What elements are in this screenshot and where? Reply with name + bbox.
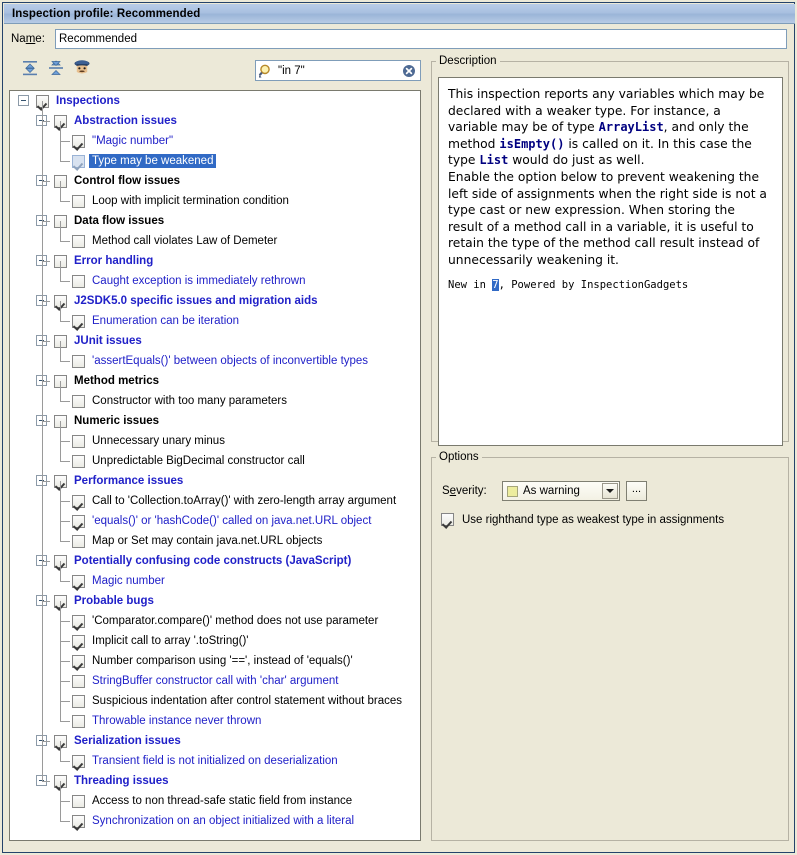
description-footer-pre: New in (448, 278, 493, 291)
description-box (438, 77, 783, 446)
filter-search-box[interactable] (255, 60, 421, 81)
tree-item-row[interactable] (10, 231, 420, 251)
options-group (431, 451, 789, 841)
tree-leaf-spacer (54, 351, 72, 371)
description-footer-post: , Powered by InspectionGadgets (498, 278, 689, 291)
tree-expander-icon[interactable] (36, 591, 54, 611)
tree-leaf-spacer (54, 791, 72, 811)
inspector-detective-icon[interactable] (71, 57, 93, 79)
description-group (431, 55, 789, 442)
minus-icon[interactable] (36, 255, 47, 266)
tree-group-row[interactable] (10, 91, 420, 111)
tree-item-row[interactable] (10, 531, 420, 551)
tree-leaf-spacer (54, 811, 72, 831)
tree-expander-icon[interactable] (36, 731, 54, 751)
close-icon[interactable] (402, 64, 416, 78)
tree-item-label: Inspections (56, 95, 120, 107)
minus-icon[interactable] (18, 95, 29, 106)
tree-expander-icon[interactable] (36, 771, 54, 791)
collapse-all-icon[interactable] (45, 57, 67, 79)
tree-item-checkbox[interactable] (54, 555, 67, 568)
tree-leaf-spacer (54, 431, 72, 451)
tree-item-label: JUnit issues (74, 335, 142, 347)
description-paragraph (448, 86, 773, 169)
tree-expander-icon[interactable] (36, 551, 54, 571)
tree-item-checkbox[interactable] (72, 615, 85, 628)
tree-expander-icon[interactable] (36, 371, 54, 391)
tree-item-row[interactable] (10, 391, 420, 411)
search-icon (258, 63, 274, 79)
tree-leaf-spacer (54, 511, 72, 531)
tree-group-row[interactable] (10, 111, 420, 131)
tree-item-label: Control flow issues (74, 175, 181, 187)
tree-item-checkbox[interactable] (54, 775, 67, 788)
tree-item-checkbox[interactable] (72, 435, 85, 448)
tree-leaf-spacer (54, 671, 72, 691)
tree-item-label: Map or Set may contain java.net.URL objects (92, 535, 323, 547)
description-segment: Enable the option below to prevent weakening the left side of assignments when the right side is not a type cast or new expression. When storing the result of a method call in a variable, it is useful to retain the type of the method call result instead of unnecessarily weakening it. (448, 169, 767, 267)
tree-item-checkbox[interactable] (72, 635, 85, 648)
description-code-term: ArrayList (598, 120, 664, 135)
tree-item-checkbox[interactable] (72, 455, 85, 468)
dialog-titlebar (4, 4, 795, 24)
tree-leaf-spacer (54, 611, 72, 631)
tree-item-label: Throwable instance never thrown (92, 715, 262, 727)
tree-item-label: Call to 'Collection.toArray()' with zero-length array argument (92, 495, 397, 507)
tree-item-checkbox[interactable] (36, 95, 49, 108)
tree-item-label: Threading issues (74, 775, 169, 787)
tree-item-label: Type may be weakened (89, 154, 216, 168)
tree-item-row[interactable] (10, 151, 420, 171)
tree-item-label: Numeric issues (74, 415, 160, 427)
tree-item-checkbox[interactable] (54, 215, 67, 228)
tree-item-checkbox[interactable] (72, 315, 85, 328)
minus-icon[interactable] (36, 295, 47, 306)
tree-item-label: 'equals()' or 'hashCode()' called on java.net.URL object (92, 515, 372, 527)
description-footer (448, 278, 773, 292)
profile-name-row (3, 25, 796, 53)
tree-group-row[interactable] (10, 551, 420, 571)
tree-item-row[interactable] (10, 571, 420, 591)
tree-group-row[interactable] (10, 371, 420, 391)
tree-item-row[interactable] (10, 431, 420, 451)
severity-label: Severity: (442, 485, 487, 497)
tree-item-label: 'assertEquals()' between objects of inconvertible types (92, 355, 369, 367)
tree-item-label: "Magic number" (92, 135, 174, 147)
tree-item-label: Enumeration can be iteration (92, 315, 240, 327)
severity-select[interactable] (502, 481, 620, 501)
tree-item-checkbox[interactable] (72, 675, 85, 688)
minus-icon[interactable] (36, 415, 47, 426)
tree-item-checkbox[interactable] (72, 515, 85, 528)
tree-group-row[interactable] (10, 471, 420, 491)
tree-leaf-spacer (54, 491, 72, 511)
tree-item-label: Constructor with too many parameters (92, 395, 287, 407)
tree-item-row[interactable] (10, 751, 420, 771)
description-code-term: isEmpty() (499, 136, 565, 151)
tree-item-row[interactable] (10, 311, 420, 331)
tree-item-label: Method call violates Law of Demeter (92, 235, 278, 247)
tree-item-row[interactable] (10, 711, 420, 731)
tree-group-row[interactable] (10, 211, 420, 231)
tree-item-checkbox[interactable] (54, 415, 67, 428)
minus-icon[interactable] (36, 775, 47, 786)
tree-item-checkbox[interactable] (72, 695, 85, 708)
tree-item-label: Unpredictable BigDecimal constructor call (92, 455, 305, 467)
tree-leaf-spacer (54, 451, 72, 471)
minus-icon[interactable] (36, 595, 47, 606)
tree-item-label: Data flow issues (74, 215, 165, 227)
inspections-tree[interactable] (9, 90, 421, 841)
severity-color-swatch (507, 486, 518, 497)
tree-leaf-spacer (54, 391, 72, 411)
tree-leaf-spacer (54, 151, 72, 171)
tree-leaf-spacer (54, 131, 72, 151)
tree-item-checkbox[interactable] (72, 235, 85, 248)
tree-leaf-spacer (54, 651, 72, 671)
righthand-type-label: Use righthand type as weakest type in assignments (462, 513, 725, 526)
tree-item-label: Number comparison using '==', instead of 'equals()' (92, 655, 353, 667)
tree-group-row[interactable] (10, 331, 420, 351)
tree-item-label: Performance issues (74, 475, 184, 487)
tree-item-checkbox[interactable] (54, 255, 67, 268)
tree-item-row[interactable] (10, 191, 420, 211)
tree-item-checkbox[interactable] (72, 755, 85, 768)
tree-leaf-spacer (54, 191, 72, 211)
tree-item-checkbox[interactable] (54, 375, 67, 388)
tree-item-checkbox[interactable] (72, 495, 85, 508)
search-match-highlight: 7 (492, 278, 499, 291)
profile-name-input[interactable] (55, 29, 787, 49)
tree-item-label: Transient field is not initialized on deserialization (92, 755, 338, 767)
tree-item-row[interactable] (10, 671, 420, 691)
tree-item-label: Caught exception is immediately rethrown (92, 275, 306, 287)
profile-name-label: Name: (11, 33, 45, 45)
tree-group-row[interactable] (10, 731, 420, 751)
tree-item-row[interactable] (10, 811, 420, 831)
tree-item-checkbox[interactable] (72, 275, 85, 288)
tree-item-label: Synchronization on an object initialized with a literal (92, 815, 355, 827)
minus-icon[interactable] (36, 735, 47, 746)
description-segment: would do just as well. (508, 153, 645, 168)
tree-item-row[interactable] (10, 271, 420, 291)
tree-item-label: Method metrics (74, 375, 159, 387)
tree-item-checkbox[interactable] (72, 575, 85, 588)
tree-expander-icon[interactable] (36, 291, 54, 311)
tree-item-label: J2SDK5.0 specific issues and migration aids (74, 295, 318, 307)
filter-search-value: "in 7" (278, 64, 305, 77)
severity-row (442, 481, 647, 501)
tree-expander-icon[interactable] (36, 331, 54, 351)
tree-expander-icon[interactable] (36, 251, 54, 271)
tree-item-row[interactable] (10, 131, 420, 151)
tree-item-label: Loop with implicit termination condition (92, 195, 289, 207)
tree-group-row[interactable] (10, 291, 420, 311)
tree-leaf-spacer (54, 271, 72, 291)
description-segment: , and only the method (448, 120, 749, 151)
description-legend: Description (439, 55, 497, 67)
tree-item-label: Serialization issues (74, 735, 181, 747)
tree-item-checkbox[interactable] (72, 655, 85, 668)
inspection-profile-dialog (2, 2, 795, 853)
tree-leaf-spacer (54, 631, 72, 651)
tree-expander-icon[interactable] (36, 211, 54, 231)
tree-item-label: Potentially confusing code constructs (JavaScript) (74, 555, 352, 567)
tree-item-checkbox[interactable] (72, 715, 85, 728)
tree-expander-icon[interactable] (36, 411, 54, 431)
minus-icon[interactable] (36, 215, 47, 226)
expand-all-icon[interactable] (19, 57, 41, 79)
tree-item-checkbox[interactable] (72, 795, 85, 808)
minus-icon[interactable] (36, 115, 47, 126)
tree-item-label: Access to non thread-safe static field from instance (92, 795, 353, 807)
tree-leaf-spacer (54, 531, 72, 551)
tree-item-row[interactable] (10, 451, 420, 471)
tree-item-label: 'Comparator.compare()' method does not use parameter (92, 615, 379, 627)
options-legend: Options (439, 451, 479, 463)
tree-item-checkbox[interactable] (72, 155, 85, 168)
tree-expander-icon[interactable] (36, 171, 54, 191)
tree-item-checkbox[interactable] (72, 815, 85, 828)
minus-icon[interactable] (36, 175, 47, 186)
tree-item-row[interactable] (10, 611, 420, 631)
tree-leaf-spacer (54, 751, 72, 771)
tree-group-row[interactable] (10, 591, 420, 611)
chevron-down-icon[interactable] (602, 483, 618, 499)
tree-leaf-spacer (54, 691, 72, 711)
tree-item-checkbox[interactable] (54, 295, 67, 308)
minus-icon[interactable] (36, 375, 47, 386)
dialog-title: Inspection profile: Recommended (12, 7, 201, 20)
tree-leaf-spacer (54, 311, 72, 331)
tree-item-checkbox[interactable] (72, 195, 85, 208)
tree-item-checkbox[interactable] (72, 135, 85, 148)
tree-leaf-spacer (54, 231, 72, 251)
tree-item-label: Implicit call to array '.toString()' (92, 635, 249, 647)
tree-item-row[interactable] (10, 691, 420, 711)
tree-item-checkbox[interactable] (54, 475, 67, 488)
tree-item-row[interactable] (10, 651, 420, 671)
tree-group-row[interactable] (10, 171, 420, 191)
tree-group-row[interactable] (10, 251, 420, 271)
tree-group-row[interactable] (10, 771, 420, 791)
tree-item-checkbox[interactable] (72, 355, 85, 368)
tree-item-row[interactable] (10, 491, 420, 511)
tree-item-checkbox[interactable] (54, 115, 67, 128)
tree-item-checkbox[interactable] (54, 335, 67, 348)
tree-item-row[interactable] (10, 791, 420, 811)
description-paragraph (448, 169, 773, 269)
tree-item-checkbox[interactable] (72, 395, 85, 408)
description-segment: This inspection reports any variables which may be declared with a weaker type. For instance, a variable may be of type (448, 87, 765, 135)
tree-item-checkbox[interactable] (54, 735, 67, 748)
tree-item-label: Probable bugs (74, 595, 154, 607)
description-segment: is called on it. In this case the type (448, 136, 752, 168)
righthand-type-option-row[interactable] (441, 513, 724, 526)
tree-leaf-spacer (54, 711, 72, 731)
description-code-term: List (479, 153, 509, 168)
tree-item-checkbox[interactable] (54, 175, 67, 188)
tree-expander-icon[interactable] (36, 111, 54, 131)
tree-expander-icon[interactable] (36, 471, 54, 491)
tree-item-checkbox[interactable] (54, 595, 67, 608)
minus-icon[interactable] (36, 335, 47, 346)
tree-item-row[interactable] (10, 351, 420, 371)
tree-group-row[interactable] (10, 411, 420, 431)
severity-more-button[interactable]: ... (626, 481, 647, 501)
severity-value: As warning (523, 485, 580, 497)
tree-item-label: StringBuffer constructor call with 'char' argument (92, 675, 339, 687)
description-text (448, 86, 773, 269)
minus-icon[interactable] (36, 475, 47, 486)
tree-item-label: Abstraction issues (74, 115, 177, 127)
tree-item-label: Error handling (74, 255, 154, 267)
tree-item-checkbox[interactable] (72, 535, 85, 548)
tree-leaf-spacer (54, 571, 72, 591)
tree-expander-icon[interactable] (18, 91, 36, 111)
minus-icon[interactable] (36, 555, 47, 566)
tree-item-label: Suspicious indentation after control statement without braces (92, 695, 403, 707)
tree-item-label: Magic number (92, 575, 165, 587)
righthand-type-checkbox[interactable] (441, 513, 454, 526)
tree-item-row[interactable] (10, 631, 420, 651)
tree-item-label: Unnecessary unary minus (92, 435, 225, 447)
tree-item-row[interactable] (10, 511, 420, 531)
